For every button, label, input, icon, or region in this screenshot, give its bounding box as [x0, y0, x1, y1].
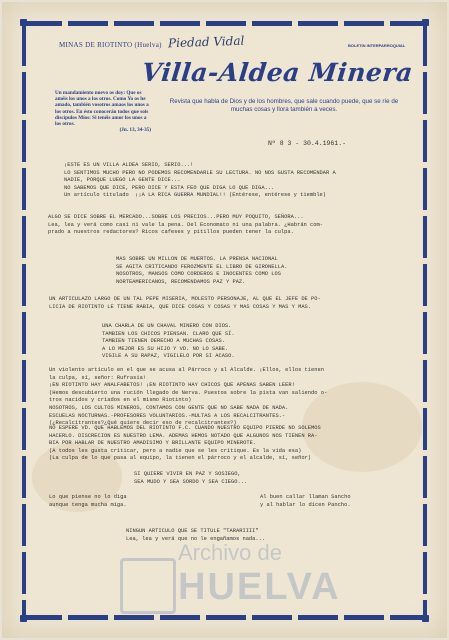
decorative-border-right	[423, 24, 427, 616]
masthead-subtitle: Revista que habla de Dios y de los hombres, que sale cuando puede, que se ríe de muchas cosas y llora también a veces.	[169, 98, 399, 113]
paragraph-million-dead: MAS SOBRE UN MILLON DE MUERTOS. LA PRENSA NACIONAL SE AGITA CRITICANDO FEROZMENTE EL LIBRO DE GIRONELLA. NOSOTROS, MANSOS COMO CORDEROS E INOCENTES COMO LOS NORTEAMERICANOS, RECOMENDAMOS PAZ Y PAZ.	[116, 256, 288, 285]
issue-number-date: Nº 8 3 - 30.4.1961.-	[268, 140, 347, 147]
border-corner	[422, 615, 429, 622]
border-corner	[20, 19, 27, 26]
gospel-quote	[55, 90, 151, 133]
paragraph-market: ALGO SE DICE SOBRE EL MERCADO...SOBRE LOS PRECIOS...PERO MUY POQUITO, SEÑORA... Lea, lea y verá como casi ni vale la pena. Del Economato ni una palabra. ¿Habrán com- prado a nuestros redactores? Ricos cafeses y pitillos pueden tener la culpa.	[48, 214, 323, 236]
watermark-line1: Archivo de	[178, 540, 282, 565]
archive-seal-icon	[120, 558, 176, 614]
document-page	[2, 2, 447, 638]
bulletin-label: BOLETIN INTERPARROQUIAL	[348, 43, 406, 48]
paragraph-paz-sosiego: SI QUIERE VIVIR EN PAZ Y SOSIEGO, SEA MUDO Y SEA SORDO Y SEA CIEGO...	[134, 471, 248, 485]
border-corner	[422, 19, 429, 26]
decorative-border-top	[22, 21, 427, 26]
location-header: MINAS DE RIOTINTO (Huelva)	[59, 41, 162, 49]
paragraph-riotinto-fc: NO ESPERE VD. QUE HABLEMOS DEL RIOTINTO F.C. CUANDO NUESTRO EQUIPO PIERDE NO SOLEMOS HACERLO. DISCRECION ES NUESTRO LEMA. ADEMAS HEMOS NOTADO QUE ALGUNOS NOS TIENEN RA- BIA POR HABLAR DE NUESTRO AMADISIMO Y BRILLANTE EQUIPO MINEROTE. (A todos les gusta criticar, pero a nadie que se les critique. Es la vida esa) (La culpa de lo que pasa al equipo, la tienen el párroco y el alcalde, sí, señor)	[49, 425, 321, 462]
watermark-line2: HUELVA	[178, 566, 341, 608]
paragraph-serious-issue: ¡ESTE ES UN VILLA ALDEA SERIO, SERIO...! LO SENTIMOS MUCHO PERO NO PODEMOS RECOMENDARLE SU LECTURA. NO NOS GUSTA RECOMENDAR A NADIE, PORQUE LUEGO LA GENTE DICE... NO SABEMOS QUE DICE, PERO DICE Y ESTA FEO QUE DIGA LO QUE DIGA... Un artículo titulado ¡¡A LA RICA GUERRA MUNDIAL!! (Entérese, entérese y tiemble)	[64, 162, 336, 199]
masthead-title: Villa-Aldea Minera	[140, 58, 415, 87]
paragraph-tarariiii: NINGUN ARTICULO QUE SE TITULE "TARARIIII" Lea, lea y verá que no le engañamos nada...	[126, 528, 266, 542]
proverb-right: Al buen callar llaman Sancho y al hablar lo dicen Pancho.	[260, 494, 351, 508]
border-corner	[20, 615, 27, 622]
paragraph-chaval-minero: UNA CHARLA DE UN CHAVAL MINERO CON DIOS. TAMBIEN LOS CHICOS PIENSAN. CLARO QUE SÍ. TAMBIEN TIENEN DERECHO A MUCHAS COSAS. A LO MEJOR ES SU HIJO Y VD. NO LO SABE. VIGILE A SU RAPAZ, VIGILELO POR SI ACASO.	[102, 323, 235, 360]
quote-reference: (Jn. 13, 34-35)	[119, 127, 151, 134]
decorative-border-bottom	[22, 615, 427, 620]
paragraph-pepe-miseria: UN ARTICULAZO LARGO DE UN TAL PEPE MISERIA, MOLESTO PERSONAJE, AL QUE EL JEFE DE PO- LICIA DE RIOTINTO LE TIENE RABIA, QUE DICE COSAS Y COSAS Y MAS COSAS Y MAS Y MAS.	[49, 296, 321, 310]
decorative-border-left	[22, 24, 26, 616]
paragraph-analfabetos: Un violento artículo en el que se acusa al Párroco y al Alcalde. ¡Ellos, ellos tienen la culpa, sí, señor: Rufrasia! ¡EN RIOTINTO HAY ANALFABETOS! ¡EN RIOTINTO HAY CHICOS QUE APENAS SABEN LEER! (Hemos descubierto una rución llegado de Nerva. Puestos sobre la pista van saliendo o- tros nacidos y criados en el mismo Riotinto) NOSOTROS, LOS CULTOS MINEROS, CONTAMOS CON GENTE QUE NO SABE NADA DE NADA. ESCUELAS NOCTURNAS.-PROFESORES VOLUNTARIOS.-MULTAS A LOS RECALCITRANTES.- (¿Recalcitrantes?¿Qué quiere decir eso de recalcitrantes?)	[49, 367, 328, 427]
handwritten-note: Piedad Vidal	[167, 33, 245, 51]
proverb-left: Lo que piense no lo diga aunque tenga mucha miga.	[49, 494, 127, 508]
quote-text: Un mandamiento nuevo os doy: Que os améis los unos a los otros. Como Yo os he amado, también vosotros amaos los unos a los otros. En ésto conocerán todos que sois discípulos Míos: Si tenéis amor los unos a los otros.	[55, 90, 149, 128]
